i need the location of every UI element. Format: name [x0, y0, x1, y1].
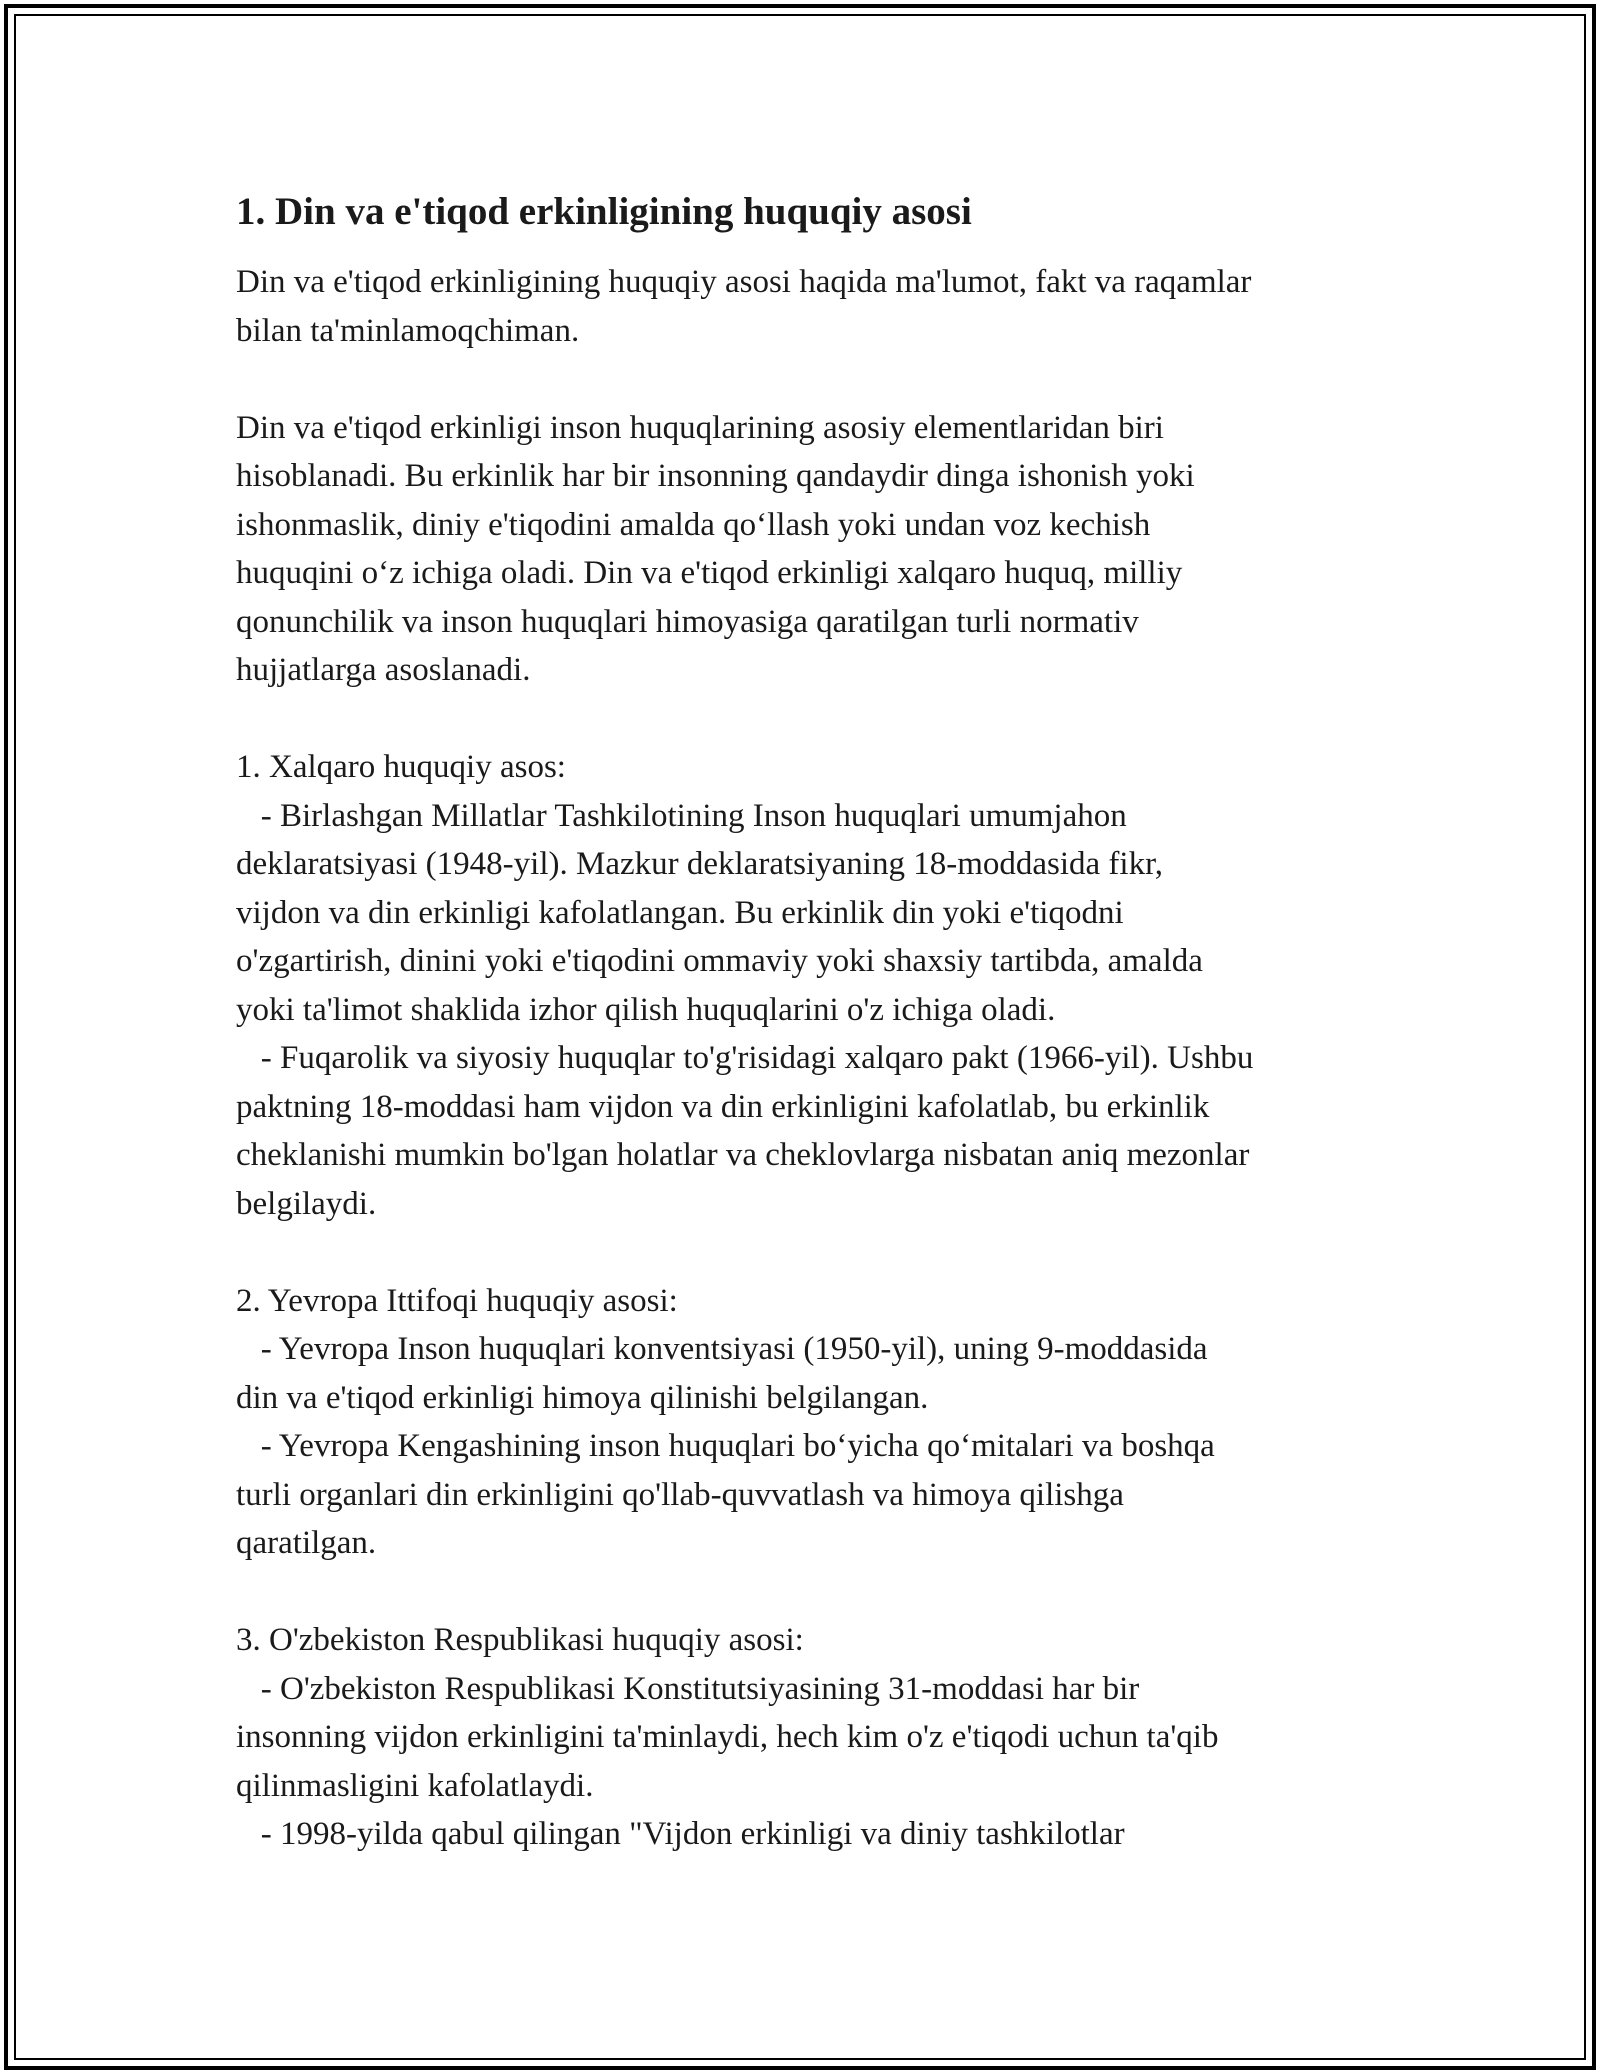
text-line: paktning 18-moddasi ham vijdon va din erkinligini kafolatlab, bu erkinlik	[236, 1088, 1210, 1125]
text-line: - 1998-yilda qabul qilingan "Vijdon erkinligi va diniy tashkilotlar	[236, 1816, 1125, 1852]
text-line: hisoblanadi. Bu erkinlik har bir insonning qandaydir dinga ishonish yoki	[236, 458, 1195, 494]
blank-line	[236, 1228, 1386, 1277]
text-line: ishonmaslik, diniy e'tiqodini amalda qo‘llash yoki undan voz kechish	[236, 506, 1151, 543]
text-line: yoki ta'limot shaklida izhor qilish huquqlarini o'z ichiga oladi.	[236, 991, 1056, 1028]
text-line: qaratilgan.	[236, 1525, 377, 1561]
text-line: 3. O'zbekiston Respublikasi huquqiy asosi:	[236, 1622, 804, 1658]
text-line: deklaratsiyasi (1948-yil). Mazkur deklaratsiyaning 18-moddasida fikr,	[236, 846, 1163, 882]
document-page	[236, 186, 1386, 1859]
text-line: qilinmasligini kafolatlaydi.	[236, 1767, 594, 1804]
text-line: vijdon va din erkinligi kafolatlangan. Bu erkinlik din yoki e'tiqodni	[236, 894, 1124, 931]
text-line: din va e'tiqod erkinligi himoya qilinishi belgilangan.	[236, 1379, 929, 1416]
text-line: - Yevropa Inson huquqlari konventsiyasi (1950-yil), uning 9-moddasida	[236, 1331, 1208, 1367]
text-line: qonunchilik va inson huquqlari himoyasiga qaratilgan turli normativ	[236, 603, 1139, 640]
document-body	[236, 258, 1386, 1859]
text-line: hujjatlarga asoslanadi.	[236, 652, 531, 688]
text-line: belgilaydi.	[236, 1185, 377, 1222]
blank-line	[236, 695, 1386, 744]
text-line: - O'zbekiston Respublikasi Konstitutsiyasining 31-moddasi har bir	[236, 1670, 1140, 1707]
text-line: - Birlashgan Millatlar Tashkilotining Inson huquqlari umumjahon	[236, 797, 1127, 834]
document-title: 1. Din va e'tiqod erkinligining huquqiy asosi	[236, 190, 972, 233]
text-line: cheklanishi mumkin bo'lgan holatlar va cheklovlarga nisbatan aniq mezonlar	[236, 1137, 1250, 1173]
text-line: - Fuqarolik va siyosiy huquqlar to'g'risidagi xalqaro pakt (1966-yil). Ushbu	[236, 1040, 1254, 1076]
text-line: o'zgartirish, dinini yoki e'tiqodini ommaviy yoki shaxsiy tartibda, amalda	[236, 943, 1203, 979]
text-line: bilan ta'minlamoqchiman.	[236, 312, 580, 349]
text-line: huquqini o‘z ichiga oladi. Din va e'tiqod erkinligi xalqaro huquq, milliy	[236, 555, 1183, 591]
text-line: Din va e'tiqod erkinligining huquqiy asosi haqida ma'lumot, fakt va raqamlar	[236, 264, 1252, 300]
text-line: turli organlari din erkinligini qo'llab-quvvatlash va himoya qilishga	[236, 1476, 1124, 1513]
text-line: insonning vijdon erkinligini ta'minlaydi, hech kim o'z e'tiqodi uchun ta'qib	[236, 1719, 1219, 1755]
blank-line	[236, 1568, 1386, 1617]
text-line: 1. Xalqaro huquqiy asos:	[236, 749, 566, 785]
blank-line	[236, 355, 1386, 404]
text-line: 2. Yevropa Ittifoqi huquqiy asosi:	[236, 1282, 678, 1319]
text-line: Din va e'tiqod erkinligi inson huquqlarining asosiy elementlaridan biri	[236, 409, 1164, 446]
text-line: - Yevropa Kengashining inson huquqlari bo‘yicha qo‘mitalari va boshqa	[236, 1428, 1215, 1464]
